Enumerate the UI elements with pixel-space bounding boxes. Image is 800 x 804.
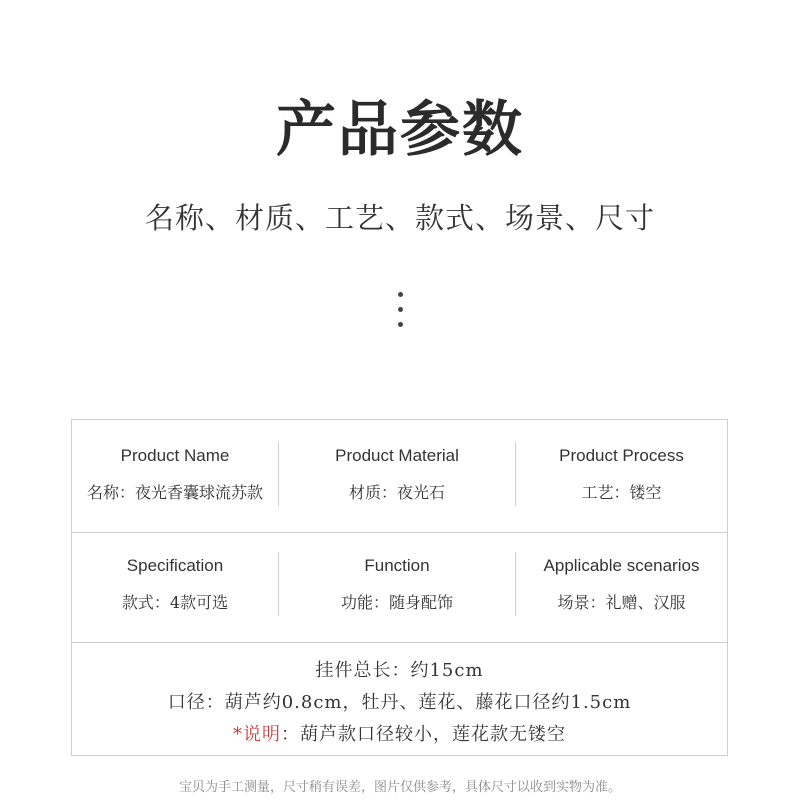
param-label-en: Product Process — [559, 446, 684, 465]
disclaimer-text: 宝贝为手工测量，尺寸稍有误差，图片仅供参考，具体尺寸以收到实物为准。 — [178, 780, 621, 795]
param-label-en: Product Name — [120, 446, 230, 465]
parameter-table — [71, 419, 728, 756]
parameter-row-2 — [72, 532, 727, 643]
total-length-text: 挂件总长：约15cm — [315, 660, 484, 681]
page-title: 产品参数 — [276, 95, 524, 165]
param-value-cn: 款式：4款可选 — [121, 593, 229, 612]
param-value-cn: 场景：礼赠、汉服 — [557, 593, 686, 612]
param-cell-process — [516, 420, 727, 532]
param-cell-specification — [72, 532, 278, 642]
page-subtitle: 名称、材质、工艺、款式、场景、尺寸 — [144, 201, 655, 235]
param-cell-material — [279, 420, 515, 532]
param-value-cn: 功能：随身配饰 — [340, 593, 453, 612]
param-cell-scenarios — [516, 532, 727, 642]
parameter-row-1 — [72, 420, 727, 533]
param-cell-function — [279, 532, 515, 642]
param-value-cn: 名称：夜光香囊球流苏款 — [86, 483, 263, 502]
param-value-cn: 工艺：镂空 — [581, 483, 662, 502]
param-cell-name — [72, 420, 278, 532]
size-row — [72, 642, 727, 755]
note-label: *说明 — [233, 724, 281, 745]
param-label-en: Specification — [126, 556, 224, 575]
param-label-en: Product Material — [335, 446, 459, 465]
diameter-text: 口径：葫芦约0.8cm，牡丹、莲花、藤花口径约1.5cm — [167, 692, 632, 713]
note-text: ：葫芦款口径较小，莲花款无镂空 — [281, 724, 566, 745]
param-label-en: Applicable scenarios — [543, 556, 700, 575]
vertical-ellipsis-icon — [396, 292, 404, 336]
note-line — [72, 720, 727, 746]
param-label-en: Function — [364, 556, 430, 575]
param-value-cn: 材质：夜光石 — [348, 483, 445, 502]
